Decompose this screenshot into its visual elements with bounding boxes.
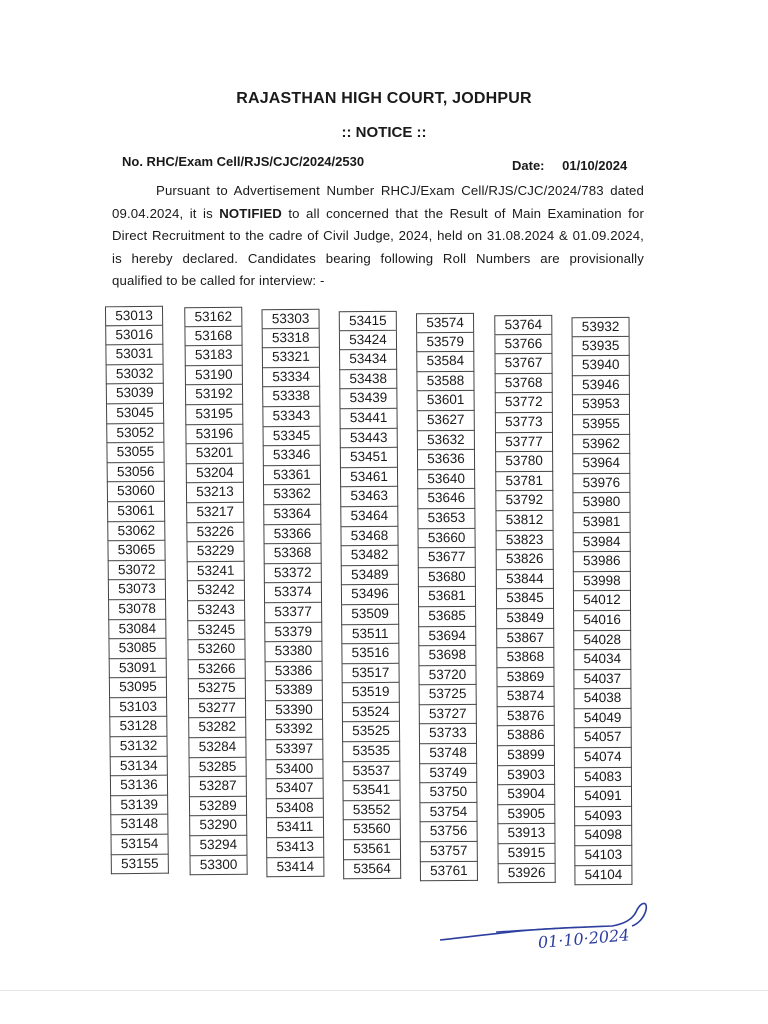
roll-number-cell: 53541 — [342, 781, 400, 801]
roll-number-cell: 53517 — [342, 663, 400, 683]
roll-number-cell: 53792 — [495, 491, 553, 511]
roll-number-cell: 53361 — [263, 466, 321, 486]
roll-number-cell: 53904 — [497, 785, 555, 805]
roll-number-cell: 53980 — [572, 493, 630, 513]
roll-number-cell: 53463 — [340, 487, 398, 507]
roll-number-cell: 53940 — [572, 356, 630, 376]
roll-number-cell: 53154 — [111, 835, 169, 855]
roll-number-cell: 54034 — [573, 650, 631, 670]
roll-number-cell: 53756 — [420, 822, 478, 842]
roll-number-cell: 53294 — [189, 836, 247, 856]
roll-number-cell: 53148 — [110, 815, 168, 835]
roll-number-cell: 53903 — [497, 766, 555, 786]
roll-number-cell: 53196 — [185, 424, 243, 444]
roll-number-cell: 53061 — [107, 502, 165, 522]
roll-number-cell: 53986 — [573, 552, 631, 572]
roll-number-cell: 53525 — [342, 722, 400, 742]
roll-number-cell: 53653 — [417, 509, 475, 529]
roll-number-cell: 53226 — [186, 522, 244, 542]
roll-number-cell: 53681 — [418, 587, 476, 607]
roll-number-cell: 53016 — [105, 325, 163, 345]
roll-number-cell: 53535 — [342, 742, 400, 762]
roll-number-cell: 53461 — [340, 468, 398, 488]
roll-number-cell: 53768 — [495, 374, 553, 394]
roll-number-cell: 53073 — [108, 580, 166, 600]
roll-number-cell: 53780 — [495, 452, 553, 472]
roll-number-cell: 53190 — [185, 366, 243, 386]
roll-column — [95, 306, 179, 886]
roll-number-cell: 53694 — [418, 626, 476, 646]
roll-number-cell: 53627 — [417, 411, 475, 431]
roll-number-cell: 53300 — [189, 855, 247, 875]
roll-number-cell: 53733 — [419, 724, 477, 744]
roll-number-cell: 53392 — [265, 720, 323, 740]
roll-number-cell: 54049 — [574, 709, 632, 729]
roll-column — [333, 311, 416, 886]
roll-number-cell: 53195 — [185, 405, 243, 425]
roll-number-cell: 53955 — [572, 415, 630, 435]
roll-number-cell: 53183 — [185, 346, 243, 366]
roll-number-cell: 53926 — [498, 863, 556, 883]
paragraph-part-1: Pursuant to Advertisement Number RHCJ/Exam Cell/RJS/CJC/2024/783 dated 09.04.2024, it is — [112, 183, 644, 221]
roll-number-cell: 53981 — [573, 513, 631, 533]
roll-number-cell: 53640 — [417, 470, 475, 490]
roll-column — [412, 313, 494, 886]
roll-number-cell: 53434 — [339, 350, 397, 370]
roll-number-cell: 53366 — [263, 524, 321, 544]
roll-number-cell: 53915 — [497, 844, 555, 864]
roll-number-cell: 53380 — [264, 642, 322, 662]
roll-number-table — [98, 306, 652, 885]
roll-number-cell: 54098 — [574, 826, 632, 846]
roll-number-cell: 53509 — [341, 605, 399, 625]
roll-number-cell: 53031 — [105, 345, 163, 365]
notice-date — [512, 158, 627, 173]
roll-number-cell: 53400 — [265, 759, 323, 779]
roll-number-cell: 53072 — [108, 560, 166, 580]
roll-number-cell: 53162 — [184, 307, 242, 327]
roll-number-cell: 54037 — [573, 670, 631, 690]
roll-number-cell: 53284 — [188, 738, 246, 758]
date-label: Date: — [512, 158, 545, 173]
roll-number-cell: 53489 — [341, 566, 399, 586]
roll-number-cell: 54074 — [574, 748, 632, 768]
roll-column — [174, 307, 258, 886]
roll-number-cell: 53867 — [496, 628, 554, 648]
roll-number-cell: 53168 — [184, 326, 242, 346]
roll-number-cell: 53913 — [497, 824, 555, 844]
roll-number-cell: 53213 — [186, 483, 244, 503]
roll-number-cell: 53055 — [106, 443, 164, 463]
roll-number-cell: 53749 — [419, 763, 477, 783]
roll-number-cell: 53155 — [111, 854, 169, 874]
roll-number-cell: 53761 — [420, 861, 478, 881]
roll-number-cell: 53243 — [187, 601, 245, 621]
roll-number-cell: 53318 — [262, 328, 320, 348]
roll-number-cell: 53229 — [186, 542, 244, 562]
roll-number-cell: 53874 — [497, 687, 555, 707]
roll-number-cell: 53241 — [187, 561, 245, 581]
roll-number-cell: 53441 — [340, 409, 398, 429]
roll-number-cell: 53698 — [418, 646, 476, 666]
roll-number-cell: 53013 — [105, 306, 163, 326]
signature — [436, 894, 666, 954]
roll-number-cell: 54103 — [574, 846, 632, 866]
roll-column — [491, 315, 572, 886]
roll-number-cell: 53932 — [572, 317, 630, 337]
roll-number-cell: 53095 — [109, 678, 167, 698]
roll-number-cell: 53660 — [418, 528, 476, 548]
roll-number-cell: 53511 — [341, 624, 399, 644]
roll-number-cell: 53266 — [188, 659, 246, 679]
roll-number-cell: 53764 — [494, 315, 552, 335]
roll-number-cell: 53345 — [263, 426, 321, 446]
roll-number-cell: 53519 — [342, 683, 400, 703]
roll-number-cell: 53680 — [418, 568, 476, 588]
roll-number-cell: 53579 — [416, 332, 474, 352]
roll-number-cell: 53245 — [187, 620, 245, 640]
roll-number-cell: 53468 — [340, 526, 398, 546]
roll-column — [571, 317, 652, 886]
roll-number-cell: 53964 — [572, 454, 630, 474]
roll-number-cell: 54091 — [574, 787, 632, 807]
roll-number-cell: 53303 — [261, 309, 319, 329]
roll-number-cell: 53727 — [419, 705, 477, 725]
roll-number-cell: 53338 — [262, 387, 320, 407]
roll-number-cell: 53560 — [343, 820, 401, 840]
roll-number-cell: 53844 — [496, 570, 554, 590]
roll-number-cell: 53905 — [497, 805, 555, 825]
roll-number-cell: 53334 — [262, 368, 320, 388]
roll-number-cell: 53781 — [495, 472, 553, 492]
roll-number-cell: 53204 — [186, 463, 244, 483]
roll-number-cell: 53242 — [187, 581, 245, 601]
notice-paragraph — [112, 180, 644, 293]
court-heading: RAJASTHAN HIGH COURT, JODHPUR — [236, 90, 532, 107]
roll-number-cell: 53869 — [496, 668, 554, 688]
roll-number-cell: 54093 — [574, 807, 632, 827]
roll-number-cell: 53574 — [416, 313, 474, 333]
roll-number-cell: 53845 — [496, 589, 554, 609]
roll-column — [253, 309, 336, 886]
roll-number-cell: 53379 — [264, 622, 322, 642]
roll-number-cell: 53767 — [494, 354, 552, 374]
roll-number-cell: 54038 — [573, 689, 631, 709]
roll-number-cell: 53984 — [573, 532, 631, 552]
roll-number-cell: 53389 — [265, 681, 323, 701]
roll-number-cell: 53516 — [341, 644, 399, 664]
roll-number-cell: 54012 — [573, 591, 631, 611]
roll-number-cell: 53561 — [343, 840, 401, 860]
paragraph-part-2: to all concerned that the Result of Main Examination for Direct Recruitment to the cadre of Civil Judge, 2024, held on 31.08.2024 & 01.09.2024, is hereby declared. Candidates bearing following Roll Numbers are provisionally qualified to be called for interview: - — [112, 205, 644, 289]
roll-number-cell: 53346 — [263, 446, 321, 466]
roll-number-cell: 53085 — [108, 639, 166, 659]
roll-number-cell: 53084 — [108, 619, 166, 639]
roll-number-cell: 53364 — [263, 505, 321, 525]
roll-number-cell: 53812 — [495, 511, 553, 531]
roll-number-cell: 53725 — [419, 685, 477, 705]
roll-number-cell: 53636 — [417, 450, 475, 470]
roll-number-cell: 53032 — [106, 364, 164, 384]
roll-number-cell: 53754 — [419, 803, 477, 823]
roll-number-cell: 53750 — [419, 783, 477, 803]
paragraph-emphasis: NOTIFIED — [219, 205, 282, 221]
roll-number-cell: 53282 — [188, 718, 246, 738]
roll-number-cell: 53139 — [110, 796, 168, 816]
roll-number-cell: 53407 — [266, 779, 324, 799]
roll-number-cell: 53451 — [340, 448, 398, 468]
roll-number-cell: 53062 — [107, 521, 165, 541]
roll-number-cell: 53285 — [189, 757, 247, 777]
roll-number-cell: 53372 — [264, 563, 322, 583]
roll-number-cell: 53103 — [109, 698, 167, 718]
roll-number-cell: 53413 — [266, 838, 324, 858]
roll-number-cell: 53424 — [339, 330, 397, 350]
roll-number-cell: 53136 — [110, 776, 168, 796]
roll-number-cell: 53720 — [418, 666, 476, 686]
roll-number-cell: 54083 — [574, 768, 632, 788]
roll-number-cell: 53766 — [494, 334, 552, 354]
roll-number-cell: 53128 — [109, 717, 167, 737]
roll-number-cell: 53777 — [495, 432, 553, 452]
roll-number-cell: 53962 — [572, 434, 630, 454]
roll-number-cell: 53343 — [262, 407, 320, 427]
roll-number-cell: 53564 — [343, 859, 401, 879]
roll-number-cell: 54057 — [574, 728, 632, 748]
roll-number-cell: 53411 — [266, 818, 324, 838]
roll-number-cell: 54104 — [574, 866, 632, 886]
roll-number-cell: 53397 — [265, 740, 323, 760]
roll-number-cell: 53632 — [417, 430, 475, 450]
roll-number-cell: 53757 — [420, 842, 478, 862]
roll-number-cell: 53377 — [264, 603, 322, 623]
date-value: 01/10/2024 — [562, 158, 628, 173]
roll-number-cell: 53287 — [189, 777, 247, 797]
roll-number-cell: 53438 — [339, 370, 397, 390]
roll-number-cell: 53390 — [265, 701, 323, 721]
roll-number-cell: 53443 — [340, 428, 398, 448]
roll-number-cell: 53524 — [342, 703, 400, 723]
roll-number-cell: 53826 — [496, 550, 554, 570]
roll-number-cell: 53552 — [343, 801, 401, 821]
reference-number: No. RHC/Exam Cell/RJS/CJC/2024/2530 — [122, 154, 365, 169]
roll-number-cell: 53260 — [187, 640, 245, 660]
roll-number-cell: 53192 — [185, 385, 243, 405]
roll-number-cell: 53584 — [416, 352, 474, 372]
roll-number-cell: 53414 — [266, 857, 324, 877]
roll-number-cell: 53876 — [497, 707, 555, 727]
roll-number-cell: 53201 — [186, 444, 244, 464]
roll-number-cell: 53415 — [339, 311, 397, 331]
roll-number-cell: 53045 — [106, 404, 164, 424]
roll-number-cell: 53408 — [266, 799, 324, 819]
roll-number-cell: 53439 — [339, 389, 397, 409]
roll-number-cell: 53374 — [264, 583, 322, 603]
page-bottom-rule — [0, 990, 768, 991]
roll-number-cell: 53217 — [186, 503, 244, 523]
notice-title: :: NOTICE :: — [341, 124, 427, 141]
roll-number-cell: 53899 — [497, 746, 555, 766]
roll-number-cell: 53998 — [573, 572, 631, 592]
roll-number-cell: 53588 — [416, 372, 474, 392]
roll-number-cell: 53464 — [340, 507, 398, 527]
roll-number-cell: 53748 — [419, 744, 477, 764]
roll-number-cell: 53321 — [262, 348, 320, 368]
roll-number-cell: 53935 — [572, 336, 630, 356]
roll-number-cell: 53685 — [418, 607, 476, 627]
roll-number-cell: 53039 — [106, 384, 164, 404]
roll-number-cell: 53078 — [108, 600, 166, 620]
roll-number-cell: 54016 — [573, 611, 631, 631]
roll-number-cell: 53134 — [110, 756, 168, 776]
roll-number-cell: 53362 — [263, 485, 321, 505]
roll-number-cell: 53056 — [107, 462, 165, 482]
roll-number-cell: 53677 — [418, 548, 476, 568]
roll-number-cell: 53646 — [417, 489, 475, 509]
roll-number-cell: 53773 — [495, 413, 553, 433]
roll-number-cell: 53868 — [496, 648, 554, 668]
roll-number-cell: 53496 — [341, 585, 399, 605]
roll-number-cell: 53065 — [107, 541, 165, 561]
roll-number-cell: 53368 — [264, 544, 322, 564]
roll-number-cell: 53290 — [189, 816, 247, 836]
roll-number-cell: 53886 — [497, 726, 555, 746]
roll-number-cell: 53976 — [572, 474, 630, 494]
roll-number-cell: 53849 — [496, 609, 554, 629]
roll-number-cell: 53823 — [496, 530, 554, 550]
roll-number-cell: 53482 — [341, 546, 399, 566]
roll-number-cell: 53132 — [109, 737, 167, 757]
roll-number-cell: 53772 — [495, 393, 553, 413]
roll-number-cell: 53091 — [109, 658, 167, 678]
signature-date: 01·10·2024 — [537, 925, 631, 953]
roll-number-cell: 54028 — [573, 630, 631, 650]
roll-number-cell: 53946 — [572, 376, 630, 396]
roll-number-cell: 53277 — [188, 699, 246, 719]
roll-number-cell: 53289 — [189, 797, 247, 817]
roll-number-cell: 53275 — [188, 679, 246, 699]
roll-number-cell: 53060 — [107, 482, 165, 502]
roll-number-cell: 53537 — [342, 761, 400, 781]
roll-number-cell: 53953 — [572, 395, 630, 415]
roll-number-cell: 53386 — [265, 661, 323, 681]
roll-number-cell: 53052 — [106, 423, 164, 443]
roll-number-cell: 53601 — [417, 391, 475, 411]
